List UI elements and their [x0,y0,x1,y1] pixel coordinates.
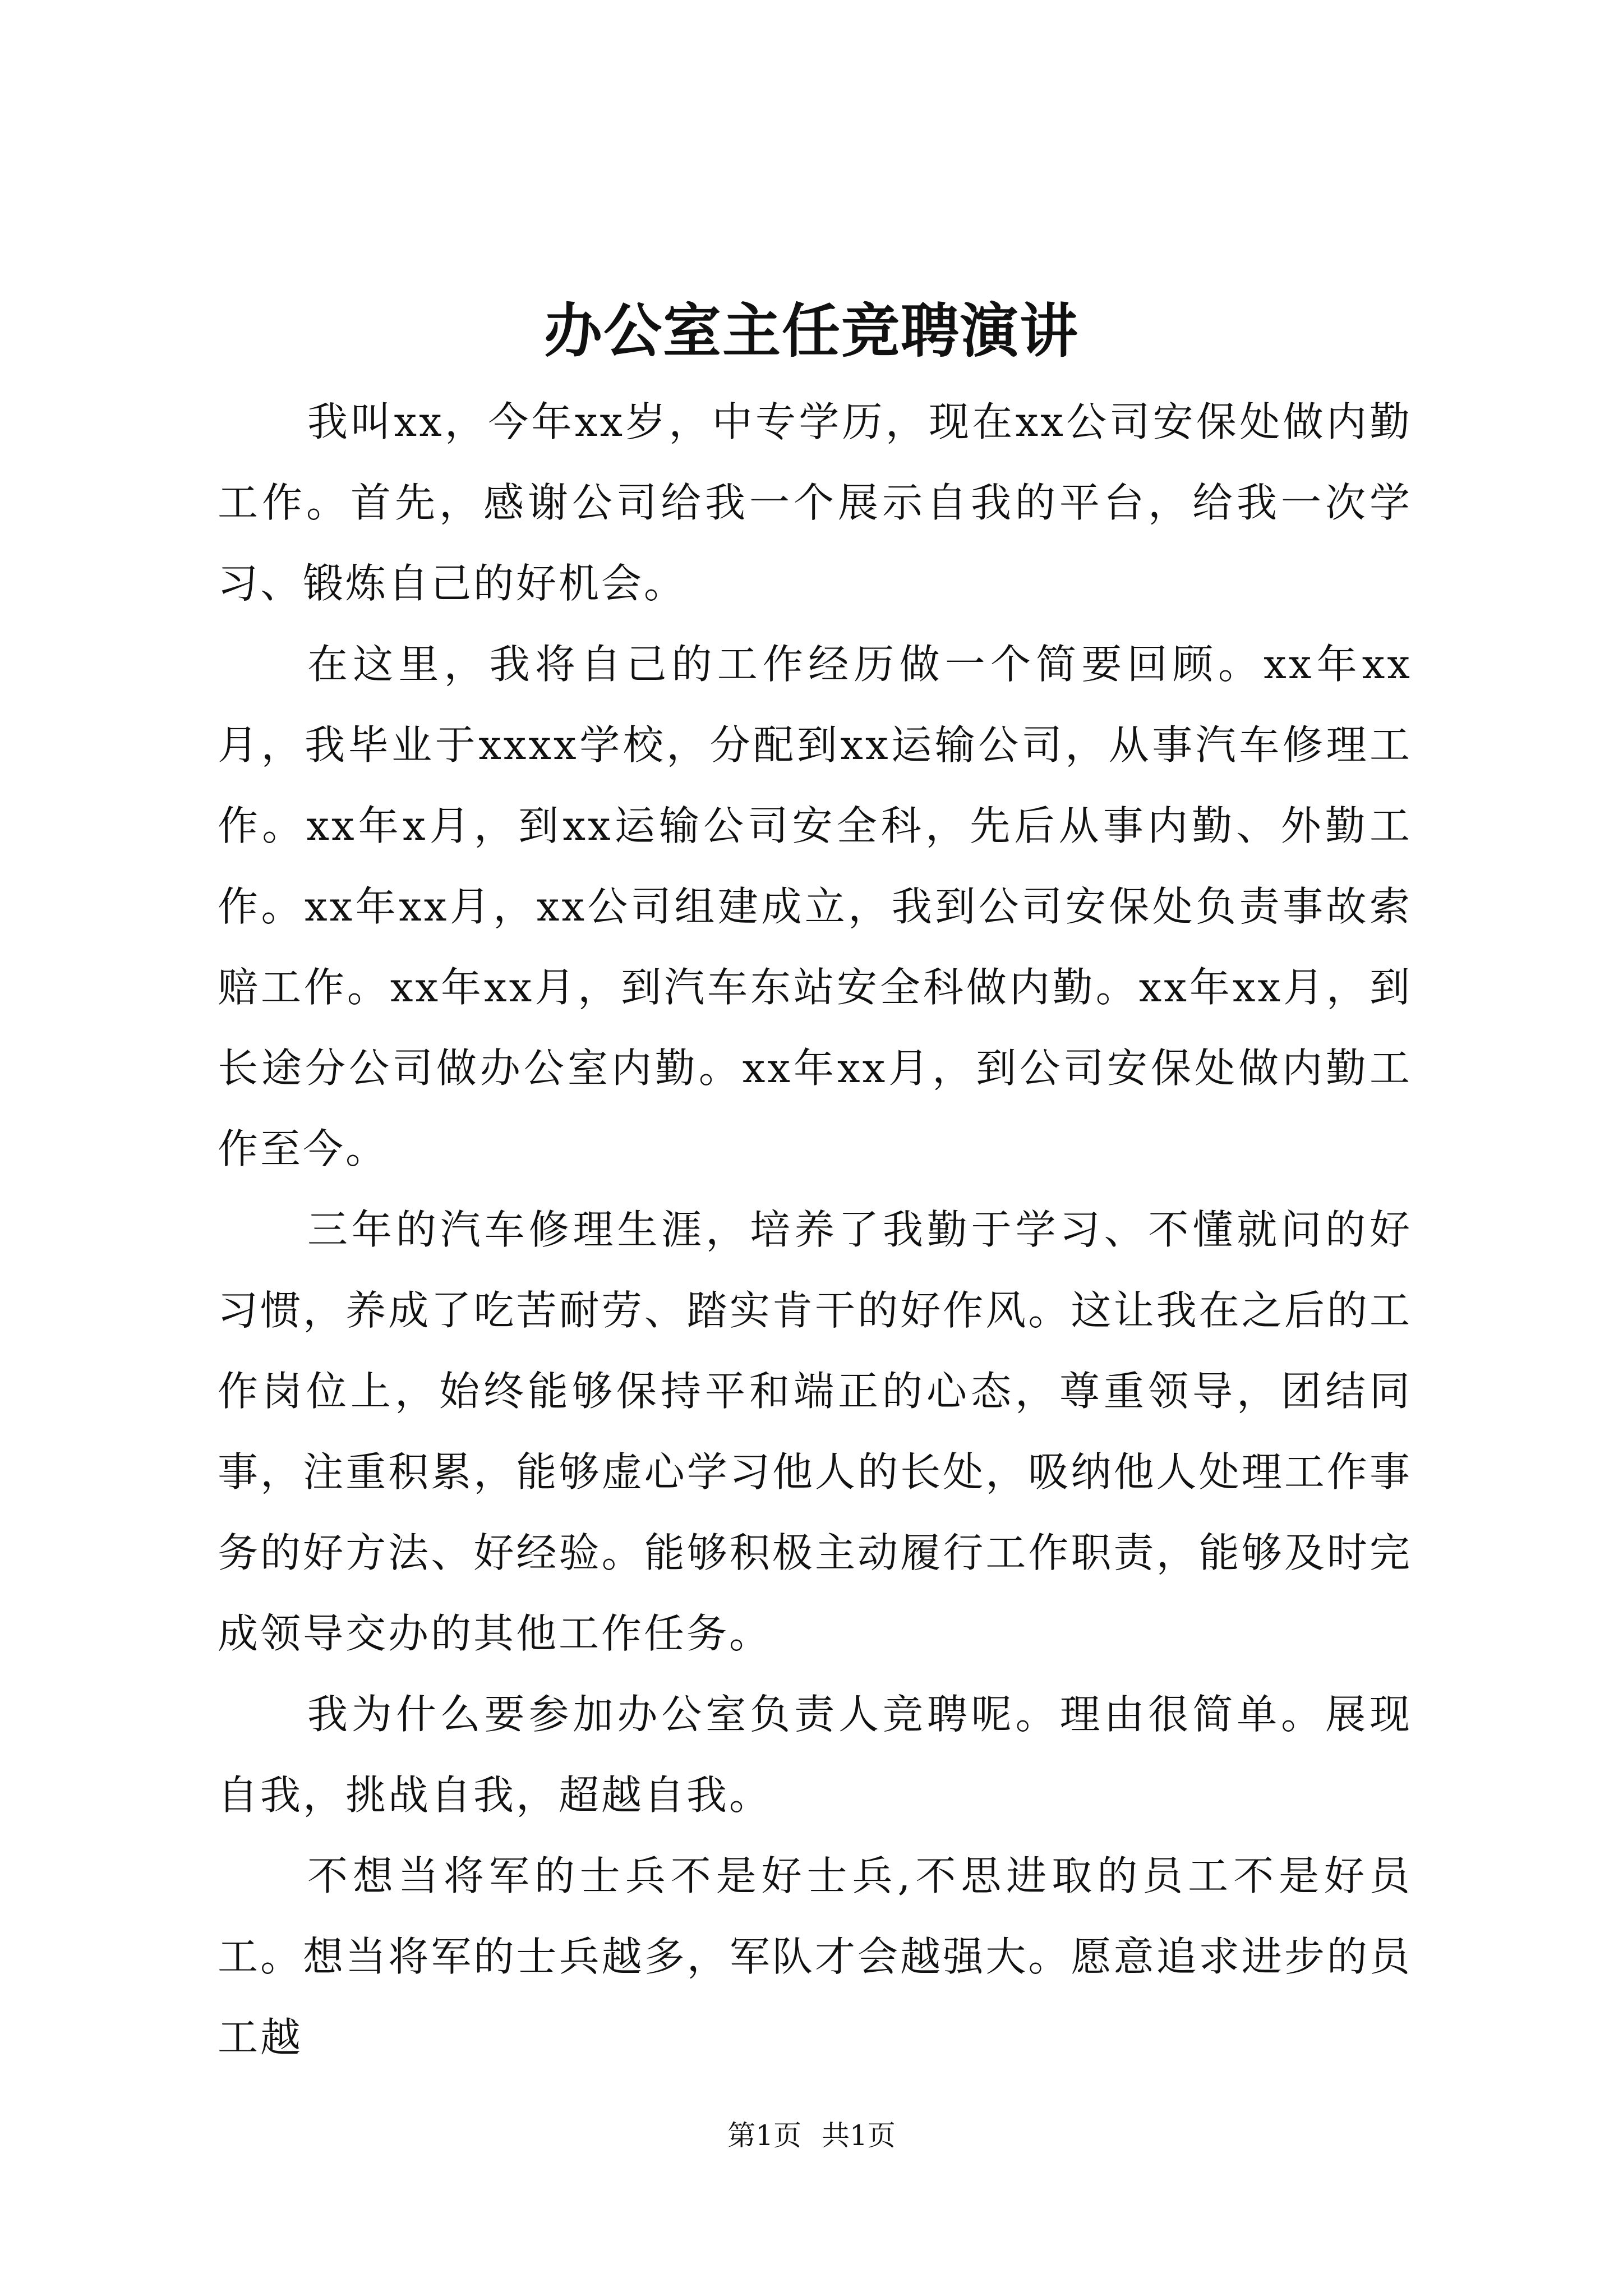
paragraph: 我为什么要参加办公室负责人竞聘呢。理由很简单。展现自我，挑战自我，超越自我。 [218,1691,1412,1819]
paragraph: 三年的汽车修理生涯，培养了我勤于学习、不懂就问的好习惯，养成了吃苦耐劳、踏实肯干的好作风。这让我在之后的工作岗位上，始终能够保持平和端正的心态，尊重领导，团结同事，注重积累，能够虚心学习他人的长处，吸纳他人处理工作事务的好方法、好经验。能够积极主动履行工作职责，能够及时完成领导交办的其他工作任务。 [218,1206,1412,1657]
document-title: 办公室主任竞聘演讲 [543,296,1079,365]
page-footer [0,2116,1623,2155]
document-body [218,381,1412,2078]
paragraph: 在这里，我将自己的工作经历做一个简要回顾。xx年xx月，我毕业于xxxx学校，分配到xx运输公司，从事汽车修理工作。xx年x月，到xx运输公司安全科，先后从事内勤、外勤工作。xx年xx月，xx公司组建成立，我到公司安保处负责事故索赔工作。xx年xx月，到汽车东站安全科做内勤。xx年xx月，到长途分公司做办公室内勤。xx年xx月，到公司安保处做内勤工作至今。 [218,641,1412,1172]
page-number: 第1页 [727,2119,802,2152]
paragraph: 我叫xx，今年xx岁，中专学历，现在xx公司安保处做内勤工作。首先，感谢公司给我一个展示自我的平台，给我一次学习、锻炼自己的好机会。 [218,398,1412,607]
paragraph: 不想当将军的士兵不是好士兵,不思进取的员工不是好员工。想当将军的士兵越多，军队才会越强大。愿意追求进步的员工越 [218,1852,1412,2061]
page-total: 共1页 [821,2119,896,2152]
